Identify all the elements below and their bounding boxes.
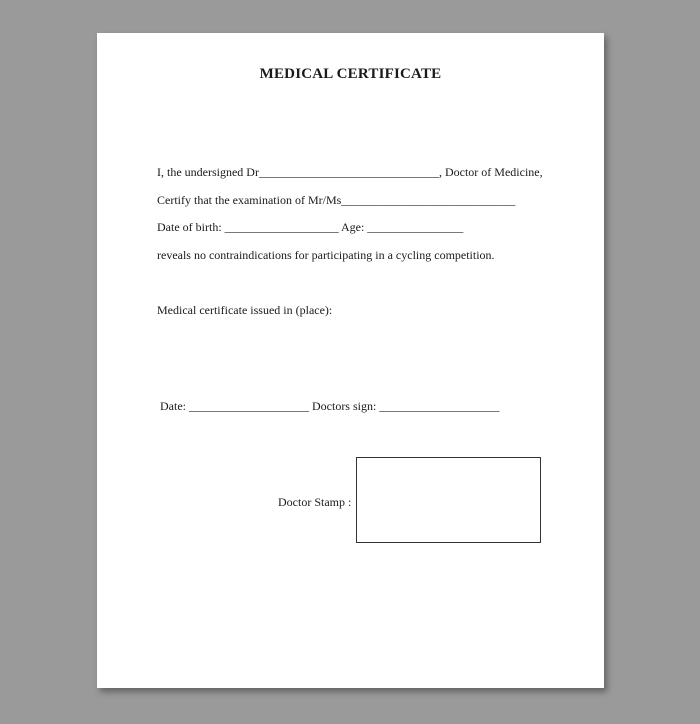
doctor-stamp-box — [356, 457, 541, 543]
contraindications-statement: reveals no contraindications for participating in a cycling competition. — [157, 248, 495, 262]
stamp-label: Doctor Stamp : — [278, 495, 352, 509]
doctor-declaration-line: I, the undersigned Dr______________________________, Doctor of Medicine, — [157, 165, 543, 179]
certificate-page — [97, 33, 604, 688]
date-sign-line: Date: ____________________ Doctors sign: ____________________ — [160, 399, 500, 413]
patient-name-line: Certify that the examination of Mr/Ms_____________________________ — [157, 193, 516, 207]
page-title: MEDICAL CERTIFICATE — [259, 66, 442, 82]
birth-age-line: Date of birth: ___________________ Age: ________________ — [157, 220, 464, 234]
issued-place-label: Medical certificate issued in (place): — [157, 303, 333, 317]
